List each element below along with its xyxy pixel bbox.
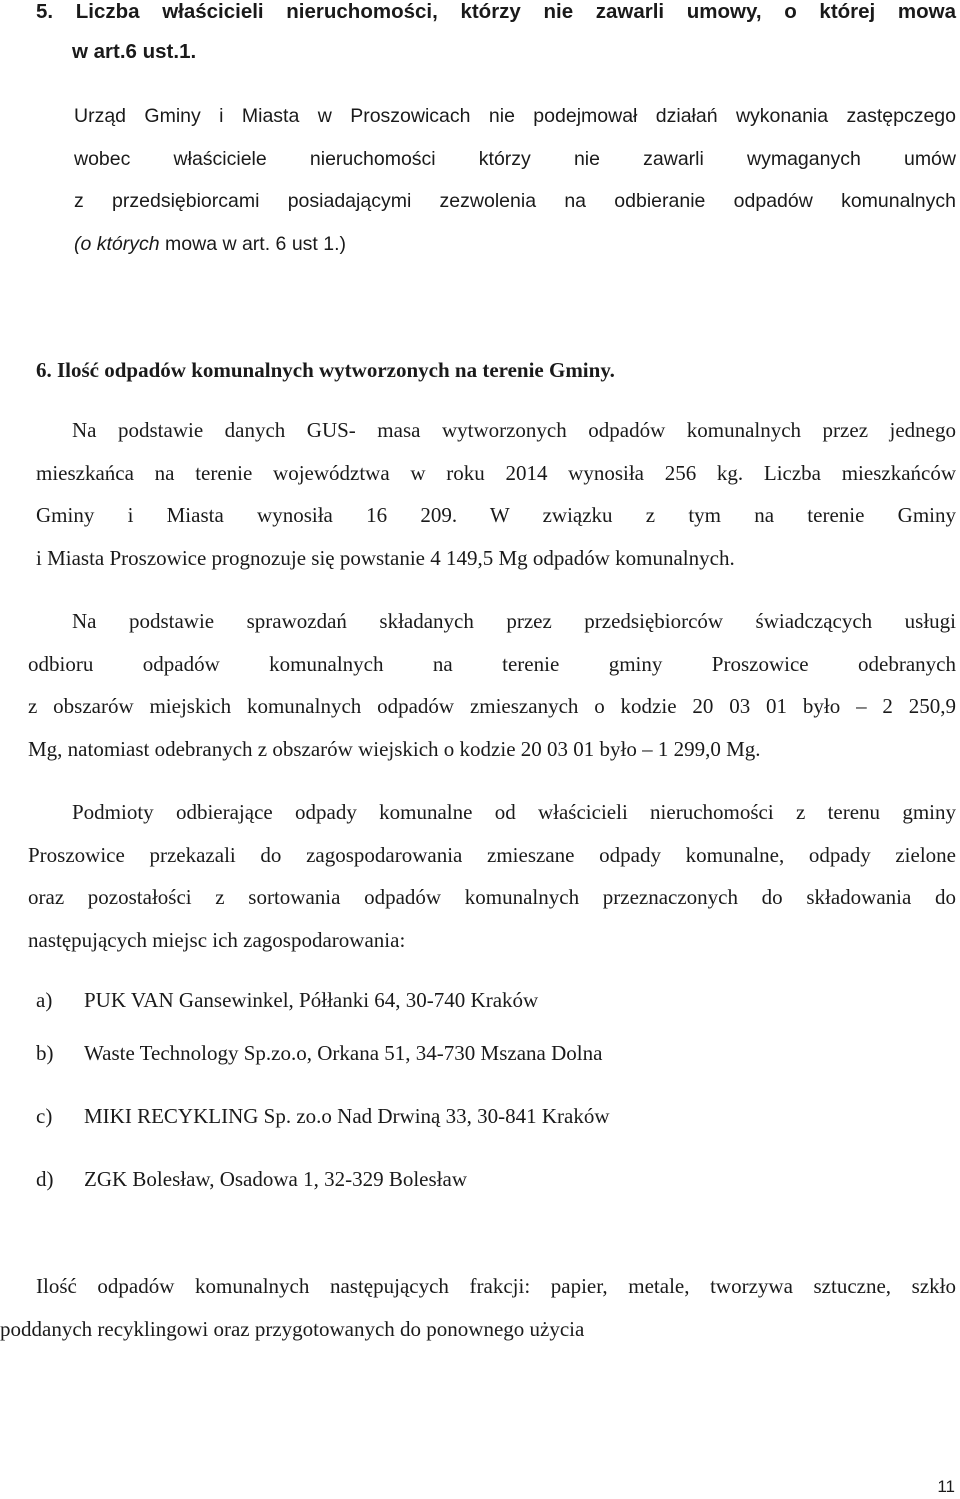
paragraph-line: mieszkańca na terenie województwa w roku 2014 wynosiła 256 kg. Liczba mieszkańców	[36, 460, 956, 485]
paragraph-line: Na podstawie danych GUS- masa wytworzonych odpadów komunalnych przez jednego	[72, 418, 956, 442]
list-item-text: ZGK Bolesław, Osadowa 1, 32-329 Bolesław	[84, 1167, 467, 1191]
section-6-paragraph-3	[28, 791, 956, 961]
list-item-text: MIKI RECYKLING Sp. zo.o Nad Drwiną 33, 30-841 Kraków	[84, 1104, 610, 1128]
paragraph-line: poddanych recyklingowi oraz przygotowanych do ponownego użycia	[0, 1317, 585, 1341]
paragraph-line: oraz pozostałości z sortowania odpadów komunalnych przeznaczonych do składowania do	[28, 885, 956, 909]
list-item-text: Waste Technology Sp.zo.o, Orkana 51, 34-730 Mszana Dolna	[84, 1041, 603, 1065]
list-marker: b)	[36, 1041, 54, 1065]
paragraph-line: odbioru odpadów komunalnych na terenie gminy Proszowice odebranych	[28, 651, 956, 676]
list-item	[36, 988, 538, 1013]
section-5-heading	[36, 0, 956, 72]
paragraph-line: Ilość odpadów komunalnych następujących frakcji: papier, metale, tworzywa sztuczne, szkło	[36, 1274, 956, 1298]
paragraph-line	[74, 223, 956, 266]
italic-text: (o których	[74, 232, 160, 255]
paragraph-line: wobec właściciele nieruchomości którzy nie zawarli wymaganych umów	[74, 147, 956, 170]
section-5-paragraph	[74, 95, 956, 265]
paragraph-line: Proszowice przekazali do zagospodarowania zmieszane odpady komunalne, odpady zielone	[28, 842, 956, 867]
paragraph-line: z obszarów miejskich komunalnych odpadów zmieszanych o kodzie 20 03 01 było – 2 250,9	[28, 694, 956, 718]
section-6-heading: 6. Ilość odpadów komunalnych wytworzonych na terenie Gminy.	[36, 358, 615, 382]
paragraph-line: Gminy i Miasta wynosiła 16 209. W związku z tym na terenie Gminy	[36, 503, 956, 527]
paragraph-line: Na podstawie sprawozdań składanych przez przedsiębiorców świadczących usługi	[72, 609, 956, 633]
paragraph-line: i Miasta Proszowice prognozuje się powstanie 4 149,5 Mg odpadów komunalnych.	[36, 545, 735, 570]
section-5-heading-line: w art.6 ust.1.	[72, 40, 197, 63]
page-number: 11	[937, 1477, 955, 1496]
list-item-text: PUK VAN Gansewinkel, Półłanki 64, 30-740 Kraków	[84, 988, 539, 1012]
list-item	[36, 1104, 610, 1129]
section-5-heading-line: 5. Liczba właścicieli nieruchomości, którzy nie zawarli umowy, o której mowa	[36, 0, 956, 23]
list-marker: d)	[36, 1167, 54, 1191]
list-item	[36, 1041, 602, 1066]
list-marker: a)	[36, 988, 53, 1012]
paragraph-line: Urząd Gminy i Miasta w Proszowicach nie podejmował działań wykonania zastępczego	[74, 105, 956, 127]
paragraph-line: Podmioty odbierające odpady komunalne od właścicieli nieruchomości z terenu gminy	[72, 800, 956, 824]
paragraph-line: Mg, natomiast odebranych z obszarów wiejskich o kodzie 20 03 01 było – 1 299,0 Mg.	[28, 736, 761, 761]
paragraph-line: następujących miejsc ich zagospodarowania:	[28, 927, 406, 952]
section-6-paragraph-1	[36, 409, 956, 579]
section-6-paragraph-2	[28, 600, 956, 770]
plain-text: mowa w art. 6 ust 1.)	[159, 232, 347, 255]
paragraph-line: z przedsiębiorcami posiadającymi zezwolenia na odbieranie odpadów komunalnych	[74, 190, 956, 212]
section-6-paragraph-4	[0, 1265, 956, 1351]
list-marker: c)	[36, 1104, 53, 1128]
list-item	[36, 1167, 467, 1192]
